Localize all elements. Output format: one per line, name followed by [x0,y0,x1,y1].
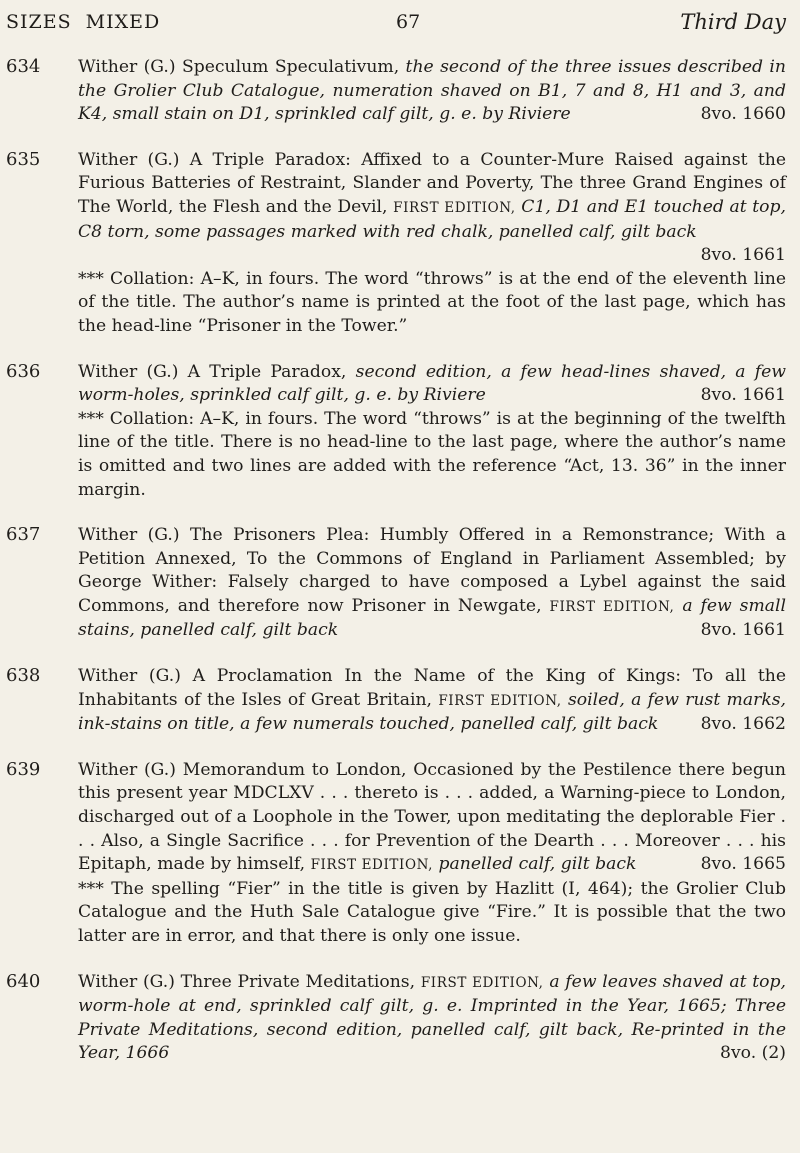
lot-format: 8vo. [700,245,737,266]
lot-desc: the second of the three issues described in the Grolier Club Catalogue, numeration shaved on B1, 7 and 8, H1 and 3, and K4, small stain on D1, sprinkled calf gilt, g. e. by Riviere [78,57,786,125]
lot-title: Wither (G.) Speculum Speculativum, [78,57,400,77]
lot-description [78,56,786,127]
lot-format-year [720,1042,786,1066]
page-number: 67 [396,11,421,33]
lot-note: *** Collation: A–K, in fours. The word “throws” is at the end of the eleventh line of the title. The author’s name is printed at the foot of the last page, which has the head-line “Prisoner in the Tower.” [78,268,786,336]
lot-description [78,149,786,268]
lot-desc: a few small stains, panelled calf, gilt back [78,595,787,641]
lot-number: 640 [6,970,41,992]
lot-year: 1662 [742,714,786,735]
lot-format-year [701,103,786,127]
lot-number: 637 [6,524,41,546]
lot-note: *** Collation: A–K, in fours. The word “throws” is at the beginning of the twelfth line of the title. There is no head-line to the last page, where the author’s name is omitted and two lines are added with the reference “Act, 13. 36” in the inner margin. [78,408,786,500]
lot-description [78,665,786,737]
lot-entry [0,361,800,503]
lot-description [78,361,786,408]
lot-year: 1661 [742,385,786,406]
lot-format: 8vo. [700,620,737,641]
header-day: Third Day [680,10,786,34]
lot-number: 638 [6,665,41,687]
lot-list [0,56,800,1088]
lot-format-year [701,853,786,877]
header-mixed: MIXED [85,11,161,33]
lot-description [78,524,786,643]
lot-edition: FIRST EDITION, [393,199,516,216]
lot-year: 1660 [742,104,786,125]
lot-number: 636 [6,360,41,382]
lot-entry [0,971,800,1066]
lot-format: 8vo. [700,854,737,875]
lot-desc: panelled calf, gilt back [438,854,637,875]
lot-format: 8vo. [700,385,737,406]
lot-entry [0,56,800,127]
lot-year: 1661 [742,245,786,266]
lot-format: 8vo. [720,1043,757,1064]
lot-number: 634 [6,56,41,77]
lot-number: 635 [6,148,41,170]
header-sizes: SIZES [6,11,72,33]
lot-title: Wither (G.) Three Private Meditations, [78,971,416,992]
lot-desc: second edition, a few head-lines shaved, a few worm-holes, sprinkled calf gilt, g. e. by Riviere [78,361,787,406]
lot-title: Wither (G.) Memorandum to London, Occasioned by the Pestilence there begun this present year MDCLXV . . . thereto is . . . added, a Warning-piece to London, discharged out of a Loophole in the Tower, upon meditating the deplorable Fier . . . Also, a Single Sacrifice . . . for Prevention of the Dearth . . . Moreover . . . his Epitaph, made by himself, [78,759,786,875]
lot-edition: FIRST EDITION, [438,692,562,709]
header-left [6,11,174,33]
lot-year: 1665 [742,854,786,875]
lot-format-year [701,384,786,408]
lot-desc: C1, D1 and E1 touched at top, C8 torn, some passages marked with red chalk, panelled calf, gilt back [78,196,786,242]
lot-title: Wither (G.) A Proclamation In the Name of the King of Kings: To all the Inhabitants of the Isles of Great Britain, [78,666,786,710]
lot-format-year [701,619,786,643]
lot-format: 8vo. [700,714,737,735]
lot-edition: FIRST EDITION, [310,857,434,874]
lot-title: Wither (G.) The Prisoners Plea: Humbly Offered in a Remonstrance; With a Petition Annexed, To the Commons of England in Parliament Assembled; by George Wither: Falsely charged to have composed a Lybel against the said Commons, and therefore now Prisoner in Newgate, [78,525,786,616]
lot-description [78,971,786,1066]
lot-format-year [701,713,786,737]
lot-entry [0,759,800,949]
lot-note: *** The spelling “Fier” in the title is given by Hazlitt (I, 464); the Grolier Club Catalogue and the Huth Sale Catalogue give “Fire.” It is possible that the two latter are in error, and that there is only one issue. [78,878,786,946]
lot-number: 639 [6,758,41,780]
lot-desc: a few leaves shaved at top, worm-hole at end, sprinkled calf gilt, g. e. Imprinted in the Year, 1665; Three Private Meditations, second edition, panelled calf, gilt back, Re-printed in the Year, 1666 [78,971,786,1064]
lot-entry [0,665,800,737]
lot-entry [0,524,800,643]
lot-title: Wither (G.) A Triple Paradox: Affixed to a Counter-Mure Raised against the Furious Batteries of Restraint, Slander and Poverty, The three Grand Engines of The World, the Flesh and the Devil, [78,149,786,217]
lot-entry [0,149,800,339]
lot-year: (2) [761,1043,786,1064]
lot-edition: FIRST EDITION, [420,974,544,991]
lot-format: 8vo. [700,104,737,125]
lot-format-year [701,244,786,268]
page-header [6,4,786,40]
lot-edition: FIRST EDITION, [549,598,675,615]
lot-desc: soiled, a few rust marks, ink-stains on title, a few numerals touched, panelled calf, gilt back [78,689,787,735]
lot-description [78,759,786,878]
lot-year: 1661 [742,620,786,641]
lot-title: Wither (G.) A Triple Paradox, [78,361,347,382]
